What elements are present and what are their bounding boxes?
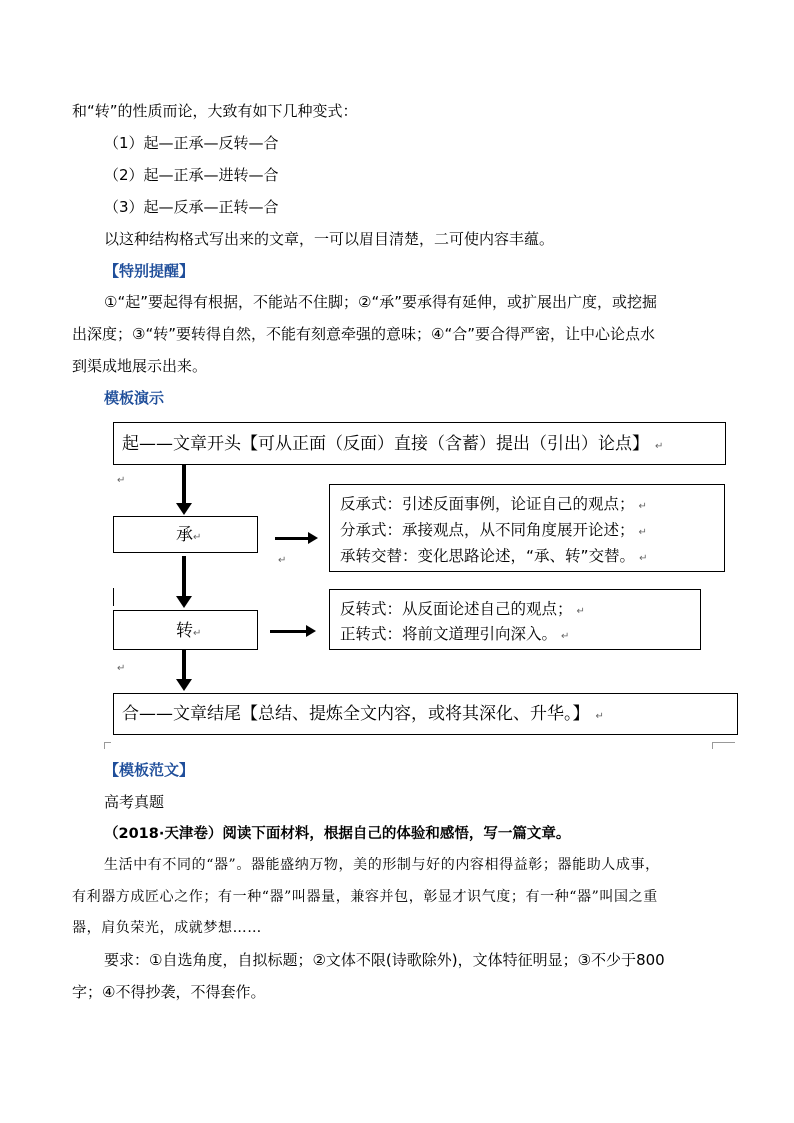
reminder-line-3: 到渠成地展示出来。 [72,357,208,375]
cheng-note-1: 反承式：引述反面事例，论证自己的观点； ↵ [340,495,647,513]
paragraph-mark-icon: ↵ [278,555,287,566]
he-text: 合——文章结尾【总结、提炼全文内容，或将其深化、升华。】 [122,704,590,724]
arrow-down-icon [182,650,186,680]
margin-corner-left [104,742,111,749]
arrow-right-icon [275,537,309,540]
paragraph-mark-icon: ↵ [638,527,647,538]
intro-conclusion: 以这种结构格式写出来的文章，一可以眉目清楚，二可使内容丰蕴。 [104,230,555,248]
material-line-3: 器，肩负荣光，成就梦想…… [72,920,262,936]
material-line-2: 有利器方成匠心之作；有一种“器”叫器量，兼容并包，彰显才识气度；有一种“器”叫国之重 [72,889,658,905]
sample-heading: 【模板范文】 [104,761,195,779]
zhuan-box [113,610,258,650]
margin-corner-right [712,742,735,749]
arrow-down-icon [182,465,186,505]
paragraph-mark-icon: ↵ [638,501,647,512]
qi-text: 起——文章开头【可从正面（反面）直接（含蓄）提出（引出）论点】 [122,434,649,454]
variant-1: （1）起—正承—反转—合 [104,134,279,152]
paragraph-mark-icon: ↵ [561,631,570,642]
paragraph-mark-icon: ↵ [117,663,126,674]
cheng-note-2: 分承式：承接观点，从不同角度展开论述； ↵ [340,521,647,539]
reminder-line-2: 出深度；③“转”要转得自然，不能有刻意牵强的意味；④“合”要合得严密，让中心论点水 [72,325,655,343]
variant-2: （2）起—正承—进转—合 [104,166,279,184]
requirements-text: 要求：①自选角度，自拟标题；②文体不限(诗歌除外)，文体特征明显；③不少于 [104,951,637,969]
arrowhead-icon [308,532,318,544]
zhuan-note-1: 反转式：从反面论述自己的观点； ↵ [340,600,585,618]
reminder-line-1: ①“起”要起得有根据，不能站不住脚；②“承”要承得有延伸，或扩展出广度，或挖掘 [104,293,657,311]
paragraph-mark-icon: ↵ [193,532,202,543]
qi-box [113,422,726,465]
requirements-line-1 [104,950,665,970]
paragraph-mark-icon: ↵ [193,628,202,639]
paragraph-mark-icon: ↵ [639,553,648,564]
arrow-right-icon [270,630,307,633]
arrowhead-icon [176,503,192,515]
variant-3: （3）起—反承—正转—合 [104,198,279,216]
intro-line: 和“转”的性质而论，大致有如下几种变式： [72,102,358,120]
paragraph-mark-icon: ↵ [576,606,585,617]
sample-subheading: 高考真题 [104,793,165,811]
material-line-1: 生活中有不同的“器”。器能盛纳万物，美的形制与好的内容相得益彰；器能助人成事， [104,857,660,873]
zhuan-notes-box [329,589,701,650]
cheng-notes-box [329,484,725,572]
he-box [113,693,738,735]
exam-prompt: （2018·天津卷）阅读下面材料，根据自己的体验和感悟，写一篇文章。 [104,826,571,842]
reminder-heading: 【特别提醒】 [104,262,195,280]
zhuan-text: 转 [176,621,193,641]
cheng-note-3: 承转交替：变化思路论述，“承、转”交替。 ↵ [340,547,648,565]
arrow-down-icon [182,556,186,598]
text-cursor [113,588,114,606]
arrowhead-icon [176,679,192,691]
paragraph-mark-icon: ↵ [655,441,664,452]
zhuan-note-2: 正转式：将前文道理引向深入。 ↵ [340,625,570,643]
demo-heading: 模板演示 [104,389,165,407]
arrowhead-icon [176,596,192,608]
paragraph-mark-icon: ↵ [595,711,604,722]
cheng-text: 承 [176,525,193,545]
arrowhead-icon [306,625,316,637]
requirements-line-2: 字；④不得抄袭，不得套作。 [72,983,266,1001]
paragraph-mark-icon: ↵ [117,475,126,486]
word-count: 800 [636,951,665,969]
cheng-box [113,516,258,553]
